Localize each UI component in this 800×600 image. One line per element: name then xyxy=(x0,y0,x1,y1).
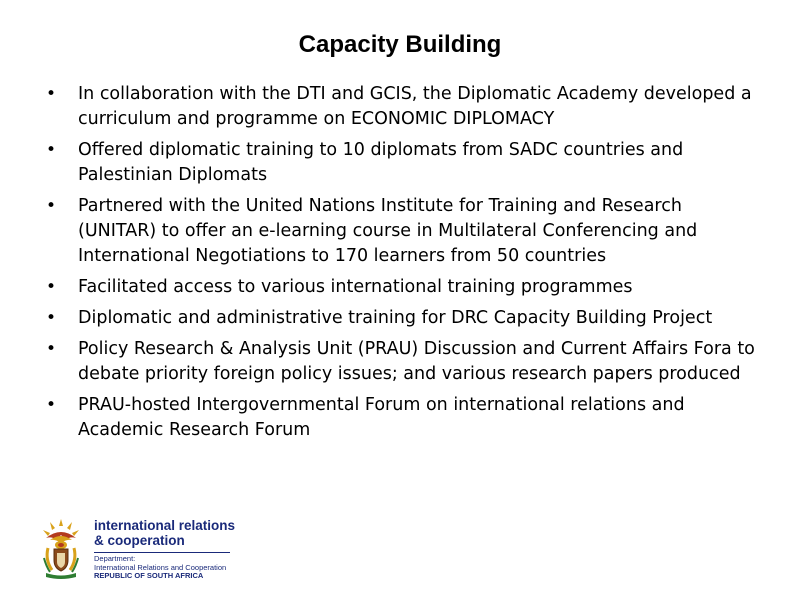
logo-divider xyxy=(94,552,230,553)
bullet-text: PRAU-hosted Intergovernmental Forum on international relations and Academic Research Forum xyxy=(78,395,685,440)
logo-country: REPUBLIC OF SOUTH AFRICA xyxy=(94,571,204,580)
bullet-text: Offered diplomatic training to 10 diplomats from SADC countries and Palestinian Diplomats xyxy=(78,140,684,185)
bullet-dot-icon: • xyxy=(46,308,57,328)
bullet-list xyxy=(44,82,764,449)
bullet-text: Partnered with the United Nations Institute for Training and Research (UNITAR) to offer an e-learning course in Multilateral Conferencing and International Negotiations to 170 learners from 50 countries xyxy=(78,196,698,266)
bullet-item xyxy=(44,275,764,300)
bullet-text: Facilitated access to various international training programmes xyxy=(78,277,633,297)
bullet-text: Diplomatic and administrative training for DRC Capacity Building Project xyxy=(78,308,713,328)
bullet-item xyxy=(44,194,764,269)
logo-department-name: International Relations and Cooperation xyxy=(94,562,227,572)
bullet-dot-icon: • xyxy=(46,140,57,160)
bullet-dot-icon: • xyxy=(46,395,57,415)
slide-title: Capacity Building xyxy=(298,31,502,58)
bullet-dot-icon: • xyxy=(46,196,57,216)
bullet-item xyxy=(44,82,764,132)
bullet-item xyxy=(44,393,764,443)
logo-line-2: & cooperation xyxy=(94,533,185,548)
bullet-dot-icon: • xyxy=(46,277,57,297)
bullet-text: Policy Research & Analysis Unit (PRAU) Discussion and Current Affairs Fora to debate priority foreign policy issues; and various research papers produced xyxy=(78,339,755,384)
bullet-dot-icon: • xyxy=(46,84,57,104)
bullet-item xyxy=(44,337,764,387)
bullet-dot-icon: • xyxy=(46,339,57,359)
logo-text xyxy=(94,518,244,581)
logo-department-label: Department: xyxy=(94,554,136,563)
bullet-item xyxy=(44,306,764,331)
bullet-text: In collaboration with the DTI and GCIS, the Diplomatic Academy developed a curriculum and programme on ECONOMIC DIPLOMACY xyxy=(78,84,752,129)
coat-of-arms-icon xyxy=(40,518,82,580)
department-logo xyxy=(40,518,240,580)
bullet-item xyxy=(44,138,764,188)
logo-line-1: international relations xyxy=(94,518,236,533)
